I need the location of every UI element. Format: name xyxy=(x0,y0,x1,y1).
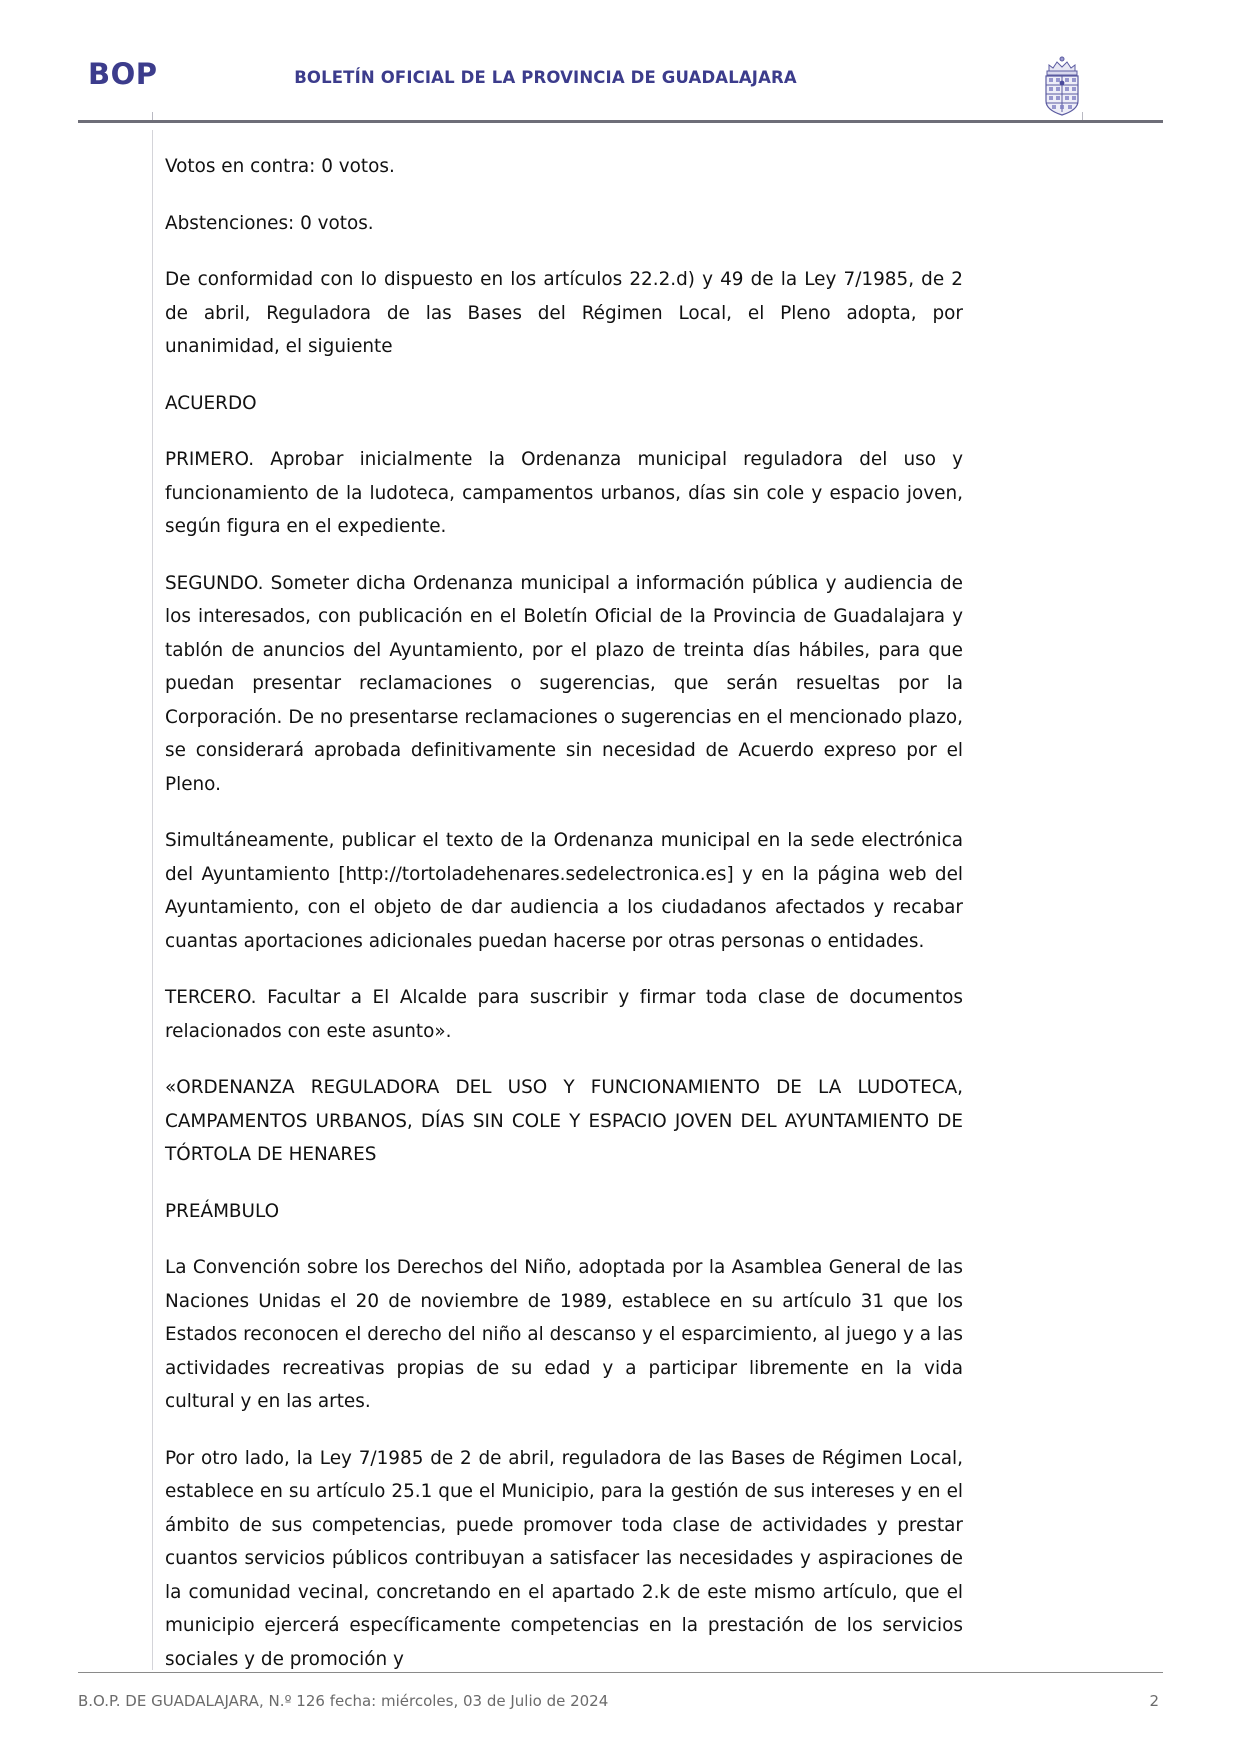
header-divider xyxy=(78,120,1163,123)
paragraph-ley: Por otro lado, la Ley 7/1985 de 2 de abril, reguladora de las Bases de Régimen Local, establece en su artículo 25.1 que el Municipio, para la gestión de sus intereses y en el ámbito de sus competencias, puede promover toda clase de actividades y prestar cuantos servicios públicos contribuyan a satisfacer las necesidades y aspiraciones de la comunidad vecinal, concretando en el apartado 2.k de este mismo artículo, que el municipio ejercerá específicamente competencias en la prestación de los servicios sociales y de promoción y xyxy=(165,1447,963,1670)
footer-page-number: 2 xyxy=(1149,1692,1159,1710)
paragraph-convencion: La Convención sobre los Derechos del Niño, adoptada por la Asamblea General de las Naciones Unidas el 20 de noviembre de 1989, establece en su artículo 31 que los Estados reconocen el derecho del niño al descanso y el esparcimiento, al juego y a las actividades recreativas propias de su edad y a participar libremente en la vida cultural y en las artes. xyxy=(165,1257,963,1412)
paragraph: De conformidad con lo dispuesto en los artículos 22.2.d) y 49 de la Ley 7/1985, de 2 de abril, Reguladora de las Bases del Régimen Local, el Pleno adopta, por unanimidad, el siguiente xyxy=(165,269,963,357)
paragraph-tercero: TERCERO. Facultar a El Alcalde para suscribir y firmar toda clase de documentos relacionados con este asunto». xyxy=(165,987,963,1042)
footer-publication-info: B.O.P. DE GUADALAJARA, N.º 126 fecha: miércoles, 03 de Julio de 2024 xyxy=(78,1692,609,1710)
page-footer xyxy=(78,1686,1163,1716)
coat-of-arms-icon xyxy=(1035,52,1089,118)
section-heading-preambulo: PREÁMBULO xyxy=(165,1200,280,1222)
paragraph-segundo: SEGUNDO. Someter dicha Ordenanza municipal a información pública y audiencia de los interesados, con publicación en el Boletín Oficial de la Provincia de Guadalajara y tablón de anuncios del Ayuntamiento, por el plazo de treinta días hábiles, para que puedan presentar reclamaciones o sugerencias, que serán resueltas por la Corporación. De no presentarse reclamaciones o sugerencias en el mencionado plazo, se considerará aprobada definitivamente sin necesidad de Acuerdo expreso por el Pleno. xyxy=(165,572,963,795)
paragraph-simultaneamente: Simultáneamente, publicar el texto de la Ordenanza municipal en la sede electrónica del Ayuntamiento [http://tortoladehenares.sedelectronica.es] y en la página web del Ayuntamiento, con el objeto de dar audiencia a los ciudadanos afectados y recabar cuantas aportaciones adicionales puedan hacerse por otras personas o entidades. xyxy=(165,830,963,952)
document-body xyxy=(165,150,963,1699)
paragraph: Votos en contra: 0 votos. xyxy=(165,156,395,177)
page-header xyxy=(78,46,1163,120)
header-margin-tick-left xyxy=(152,112,153,120)
paragraph: Abstenciones: 0 votos. xyxy=(165,212,374,234)
header-margin-tick-right xyxy=(1082,112,1083,120)
ordinance-title: «ORDENANZA REGULADORA DEL USO Y FUNCIONAMIENTO DE LA LUDOTECA, CAMPAMENTOS URBANOS, DÍAS SIN COLE Y ESPACIO JOVEN DEL AYUNTAMIENTO DE TÓRTOLA DE HENARES xyxy=(165,1077,963,1165)
footer-divider xyxy=(78,1672,1163,1673)
paragraph-primero: PRIMERO. Aprobar inicialmente la Ordenanza municipal reguladora del uso y funcionamiento de la ludoteca, campamentos urbanos, días sin cole y espacio joven, según figura en el expediente. xyxy=(165,449,963,537)
left-margin-rule xyxy=(152,130,153,1670)
page-title: BOLETÍN OFICIAL DE LA PROVINCIA DE GUADALAJARA xyxy=(294,68,797,87)
section-heading-acuerdo: ACUERDO xyxy=(165,392,257,414)
bop-logo: BOP xyxy=(88,57,158,91)
